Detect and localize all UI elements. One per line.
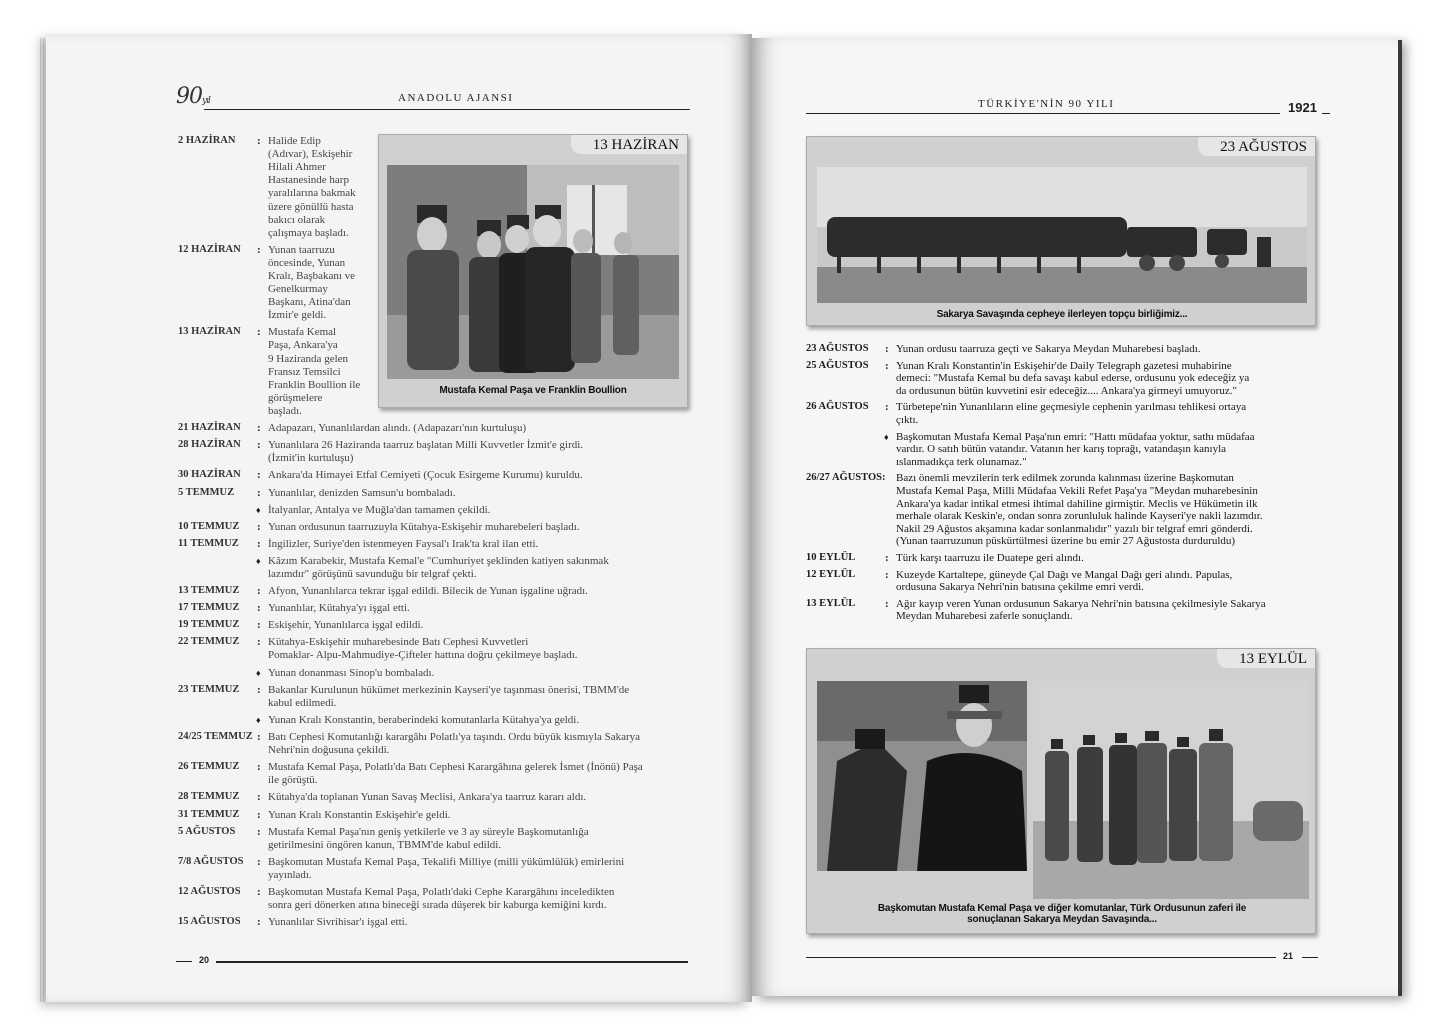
- entry-text: kabul edilmedi.: [268, 696, 337, 709]
- entry-colon: :: [257, 585, 261, 598]
- right-running-header: TÜRKİYE'NİN 90 YILI: [978, 98, 1115, 110]
- entry-date: 12 AĞUSTOS: [178, 886, 241, 897]
- entry-colon: :: [885, 343, 889, 355]
- entry-colon: :: [257, 422, 261, 435]
- entry-text: Kütahya-Eskişehir muharebesinde Batı Cephesi Kuvvetleri: [268, 636, 529, 649]
- entry-date: 11 TEMMUZ: [178, 537, 239, 549]
- entry-colon: :: [257, 916, 261, 929]
- left-header-rule: [204, 109, 690, 110]
- entry-text: Meydan Muharebesi zaferle sonuçlandı.: [896, 610, 1073, 623]
- entry-date: 31 TEMMUZ: [178, 808, 240, 820]
- photo-date-tab: 13 EYLÜL: [1217, 649, 1315, 668]
- entry-text: Ağır kayıp veren Yunan ordusunun Sakarya Nehri'nin batısına çekilmesiyle Sakarya: [896, 597, 1266, 610]
- right-page: [752, 38, 1400, 996]
- logo-number: 90: [176, 84, 202, 109]
- entry-colon: :: [257, 243, 261, 256]
- entry-colon: :: [257, 808, 261, 821]
- photo-13-eylul: [806, 648, 1316, 934]
- entry-text: yaralılarına bakmak: [268, 187, 356, 200]
- right-page-number: 21: [1283, 951, 1294, 961]
- entry-date: 13 HAZİRAN: [178, 326, 241, 338]
- entry-date: 28 HAZİRAN: [178, 439, 241, 451]
- entry-text: Mustafa Kemal Paşa, Milli Müdafaa Vekili Refet Paşa'ya "Meydan muharebesinin: [896, 484, 1258, 497]
- entry-text: Yunanlılar Sivrihisar'ı işgal etti.: [268, 916, 408, 929]
- photo-23-agustos: [806, 136, 1316, 326]
- entry-date: 13 TEMMUZ: [178, 585, 240, 597]
- entry-text: Başkomutan Mustafa Kemal Paşa'nın emri: "Hattı müdafaa yoktur, sathı müdafaa: [896, 430, 1255, 443]
- entry-date: 25 AĞUSTOS: [806, 359, 869, 371]
- entry-colon: :: [257, 469, 261, 482]
- entry-text: da ordusunun bütün kuvvetini esir edeceğiz.... Ankara'ya girmeyi umuyoruz.": [896, 384, 1237, 397]
- photo-date-tab: 13 HAZİRAN: [571, 135, 687, 154]
- entry-date: 13 EYLÜL: [806, 597, 856, 609]
- caption-line: sonuçlanan Sakarya Meydan Savaşında...: [967, 914, 1157, 925]
- bullet-icon: ♦: [256, 555, 261, 566]
- entry-text: görüşmelere: [268, 391, 323, 404]
- historic-photo: [387, 165, 679, 379]
- entry-colon: :: [885, 568, 889, 581]
- bullet-icon: ♦: [256, 714, 261, 725]
- entry-text: Ankara'da Himayei Etfal Cemiyeti (Çocuk Esirgeme Kurumu) kuruldu.: [268, 469, 583, 482]
- entry-colon: :: [257, 326, 261, 339]
- entry-text: Bakanlar Kurulunun hükümet merkezinin Kayseri'ye taşınması önerisi, TBMM'de: [268, 683, 630, 696]
- entry-text: Franklin Boullion ile: [268, 378, 361, 391]
- entry-text: 9 Haziranda gelen: [268, 352, 349, 365]
- entry-date: 23 TEMMUZ: [178, 683, 240, 695]
- photo-caption: [817, 903, 1307, 925]
- photo-13-haziran: [378, 134, 688, 408]
- entry-text: Türk karşı taarruzu ile Duatepe geri alındı.: [896, 552, 1084, 564]
- entry-date: 17 TEMMUZ: [178, 602, 240, 614]
- bullet-icon: ♦: [884, 431, 889, 442]
- entry-colon: :: [257, 683, 261, 696]
- entry-date: 26 AĞUSTOS: [806, 401, 869, 413]
- entry-text: vardır. O satıh bütün vatandır. Vatanın her karış toprağı, vatandaşın kanıyla: [896, 443, 1227, 456]
- entry-text: Bazı önemli mevzilerin terk edilmek zorunda kalınması üzerine Başkomutan: [896, 472, 1234, 485]
- photo-caption: Sakarya Savaşında cepheye ilerleyen topçu birliğimiz...: [936, 309, 1188, 320]
- entry-text: Kâzım Karabekir, Mustafa Kemal'e "Cumhuriyet şeklinden katiyen sakınmak: [268, 554, 609, 567]
- entry-date: 21 HAZİRAN: [178, 422, 241, 434]
- right-header-rule: [806, 113, 1280, 114]
- entry-text: Pomaklar- Alpu-Mahmudiye-Çifteler hattına doğru çekilmeye başladı.: [268, 649, 578, 662]
- entry-text: Adapazarı, Yunanlılardan alındı. (Adapazarı'nın kurtuluşu): [268, 422, 527, 435]
- entry-text: Mustafa Kemal Paşa, Polatlı'da Batı Cephesi Karargâhına gelerek İsmet (İnönü) Paşa: [268, 761, 643, 774]
- entry-colon: :: [257, 135, 261, 147]
- entry-text: ıslanmadıkça terk olunamaz.": [896, 455, 1027, 468]
- entry-text: Yunan Kralı Konstantin, beraberindeki komutanlarla Kütahya'ya geldi.: [268, 713, 580, 726]
- entry-text: Yunan donanması Sinop'u bombaladı.: [268, 666, 435, 679]
- year-label: 1921: [1288, 100, 1317, 115]
- entry-text: Yunan Kralı Konstantin Eskişehir'e geldi.: [268, 808, 451, 821]
- bullet-icon: ♦: [256, 504, 261, 515]
- entry-colon: :: [885, 597, 889, 610]
- entry-text: Eskişehir, Yunanlılarca işgal edildi.: [268, 619, 424, 632]
- entry-colon: :: [257, 602, 261, 615]
- right-footer-rule-end: [1302, 957, 1318, 958]
- entry-text: Fransız Temsilci: [268, 365, 341, 378]
- entry-colon: :: [885, 401, 889, 414]
- left-footer-rule: [216, 961, 688, 963]
- entry-date: 10 EYLÜL: [806, 552, 856, 563]
- entry-date: 24/25 TEMMUZ: [178, 731, 253, 742]
- entry-colon: :: [257, 537, 261, 550]
- entry-date: 26/27 AĞUSTOS:: [806, 472, 886, 484]
- entry-text: yayınladı.: [268, 868, 312, 881]
- entry-colon: :: [257, 486, 261, 499]
- entry-date: 5 AĞUSTOS: [178, 825, 236, 837]
- entry-colon: :: [885, 552, 889, 564]
- entry-text: Batı Cephesi Komutanlığı karargâhı Polatlı'ya taşındı. Ordu büyük kısmıyla Sakarya: [268, 731, 641, 743]
- entry-text: Yunan ordusunun taarruzuyla Kütahya-Eskişehir muharebeleri başladı.: [268, 520, 580, 533]
- entry-text: üzere gönüllü hasta: [268, 200, 354, 213]
- entry-date: 12 HAZİRAN: [178, 243, 241, 255]
- entry-text: Afyon, Yunanlılarca tekrar işgal edildi. Bilecik de Yunan işgaline uğradı.: [268, 585, 588, 598]
- entry-date: 7/8 AĞUSTOS: [178, 855, 244, 867]
- entry-text: Paşa, Ankara'ya: [268, 339, 338, 352]
- entry-text: merhale olarak Keskin'e, ondan sonra zorunluluk halinde Kayseri'ye nakli lazımdır.: [896, 510, 1263, 523]
- entry-text: Kuzeyde Kartaltepe, güneyde Çal Dağı ve Mangal Dağı geri alındı. Papulas,: [896, 568, 1233, 581]
- entry-text: çıktı.: [896, 413, 919, 426]
- entry-text: başladı.: [268, 404, 302, 417]
- photo-caption: Mustafa Kemal Paşa ve Franklin Boullion: [439, 385, 627, 396]
- entry-text: Türbetepe'nin Yunanlıların eline geçmesiyle cephenin yarılması tehlikesi ortaya: [896, 401, 1247, 414]
- entry-colon: :: [257, 825, 261, 838]
- entry-date: 5 TEMMUZ: [178, 486, 235, 498]
- entry-date: 2 HAZİRAN: [178, 135, 236, 146]
- entry-text: getirilmesini öngören kanun, TBMM'de kabul edildi.: [268, 838, 502, 851]
- entry-text: Başkomutan Mustafa Kemal Paşa, Tekalifi Milliye (milli yükümlülük) emirlerini: [268, 855, 625, 868]
- caption-line: Başkomutan Mustafa Kemal Paşa ve diğer komutanlar, Türk Ordusunun zaferi ile: [877, 903, 1247, 914]
- left-page: [46, 34, 752, 1002]
- entry-text: Nehri'nin doğusuna çekildi.: [268, 744, 390, 757]
- entry-text: Halide Edip: [268, 135, 321, 147]
- entry-date: 23 AĞUSTOS: [806, 343, 869, 354]
- left-running-header: ANADOLU AJANSI: [398, 92, 514, 104]
- entry-date: 15 AĞUSTOS: [178, 916, 241, 928]
- entry-text: bakıcı olarak: [268, 213, 326, 226]
- entry-date: 19 TEMMUZ: [178, 619, 240, 631]
- entry-text: Kralı, Başbakanı ve: [268, 269, 356, 282]
- right-footer-rule: [806, 957, 1276, 958]
- entry-text: Başkanı, Atina'dan: [268, 296, 351, 309]
- entry-colon: :: [257, 619, 261, 632]
- entry-colon: :: [257, 520, 261, 533]
- left-footer-rule-short: [176, 961, 192, 962]
- photo-date-tab: 23 AĞUSTOS: [1198, 137, 1315, 156]
- entry-text: öncesinde, Yunan: [268, 256, 346, 269]
- entry-date: 26 TEMMUZ: [178, 761, 240, 773]
- entry-date: 28 TEMMUZ: [178, 791, 240, 803]
- historic-photo: [817, 167, 1307, 303]
- entry-text: sonra geri dönerken atına bineceği sırada düşerek bir kaburga kemiğini kırdı.: [268, 899, 607, 912]
- entry-text: Mustafa Kemal: [268, 326, 337, 339]
- entry-colon: :: [257, 855, 261, 868]
- entry-text: İtalyanlar, Antalya ve Muğla'dan tamamen çekildi.: [268, 503, 491, 516]
- historic-photo-left: [817, 681, 1027, 871]
- entry-colon: :: [257, 731, 261, 743]
- entry-text: ile görüştü.: [268, 774, 318, 787]
- entry-text: demeci: "Mustafa Kemal bu defa savaşı kabul ederse, ordusunu yok edeceğiz ya: [896, 372, 1250, 385]
- entry-text: Yunan taarruzu: [268, 243, 335, 256]
- entry-date: 22 TEMMUZ: [178, 636, 240, 648]
- entry-text: İngilizler, Suriye'den istenmeyen Faysal'ı Irak'ta kral ilan etti.: [268, 537, 539, 550]
- entry-text: Yunanlılar, Kütahya'yı işgal etti.: [268, 602, 410, 615]
- logo-label: yıl: [202, 96, 210, 106]
- entry-text: Yunan Kralı Konstantin'in Eskişehir'de Daily Telegraph gazetesi muhabirine: [896, 359, 1232, 372]
- entry-text: Yunanlılara 26 Haziranda taarruz başlatan Milli Kuvvetler İzmit'e girdi.: [268, 439, 584, 452]
- logo: [176, 84, 210, 109]
- bullet-icon: ♦: [256, 667, 261, 678]
- entry-text: Kütahya'da toplanan Yunan Savaş Meclisi, Ankara'ya taarruz kararı aldı.: [268, 791, 587, 804]
- entry-colon: :: [257, 791, 261, 804]
- entry-colon: :: [885, 359, 889, 372]
- entry-text: Başkomutan Mustafa Kemal Paşa, Polatlı'daki Cephe Karargâhını inceledikten: [268, 886, 615, 898]
- entry-text: (İzmit'in kurtuluşu): [268, 452, 354, 465]
- entry-text: İzmir'e geldi.: [268, 309, 327, 322]
- entry-colon: :: [257, 761, 261, 774]
- entry-colon: :: [257, 636, 261, 649]
- left-page-number: 20: [199, 955, 210, 965]
- entry-text: Ankara'ya kadar intikal etmesi ihtimal dahiline girmiştir. Meclis ve Hükümetin ilk: [896, 497, 1258, 510]
- entry-text: Genelkurmay: [268, 283, 328, 296]
- page-edge-right: [1398, 40, 1402, 996]
- entry-date: 30 HAZİRAN: [178, 469, 241, 481]
- entry-text: Yunanlılar, denizden Samsun'u bombaladı.: [268, 486, 456, 499]
- entry-date: 12 EYLÜL: [806, 568, 856, 580]
- entry-text: Mustafa Kemal Paşa'nın geniş yetkilerle ve 3 ay süreyle Başkomutanlığa: [268, 825, 589, 838]
- entry-text: Yunan ordusu taarruza geçti ve Sakarya Meydan Muharebesi başladı.: [896, 343, 1201, 355]
- entry-date: 10 TEMMUZ: [178, 520, 240, 532]
- entry-text: Nakil 29 Ağustos akşamına kadar sonlanmalıdır" yazılı bir telgraf emri gönderdi.: [896, 522, 1253, 535]
- entry-text: çalışmaya başladı.: [268, 226, 349, 239]
- entry-text: ordusuna Sakarya Nehri'nin batısına çekilme emri verdi.: [896, 581, 1144, 594]
- entry-text: Hastanesinde harp: [268, 174, 349, 187]
- entry-text: (Yunan taarruzunun püskürtülmesi üzerine bu emir 27 Ağustosta durduruldu): [896, 535, 1236, 548]
- entry-text: (Adıvar), Eskişehir: [268, 148, 353, 161]
- entry-text: Hilali Ahmer: [268, 161, 326, 174]
- entry-colon: :: [257, 886, 261, 898]
- entry-colon: :: [257, 439, 261, 452]
- historic-photo-right: [1033, 681, 1309, 899]
- right-header-rule-end: [1322, 113, 1330, 114]
- entry-text: lazımdır" görüşünü savunduğu bir telgraf çekti.: [268, 567, 477, 580]
